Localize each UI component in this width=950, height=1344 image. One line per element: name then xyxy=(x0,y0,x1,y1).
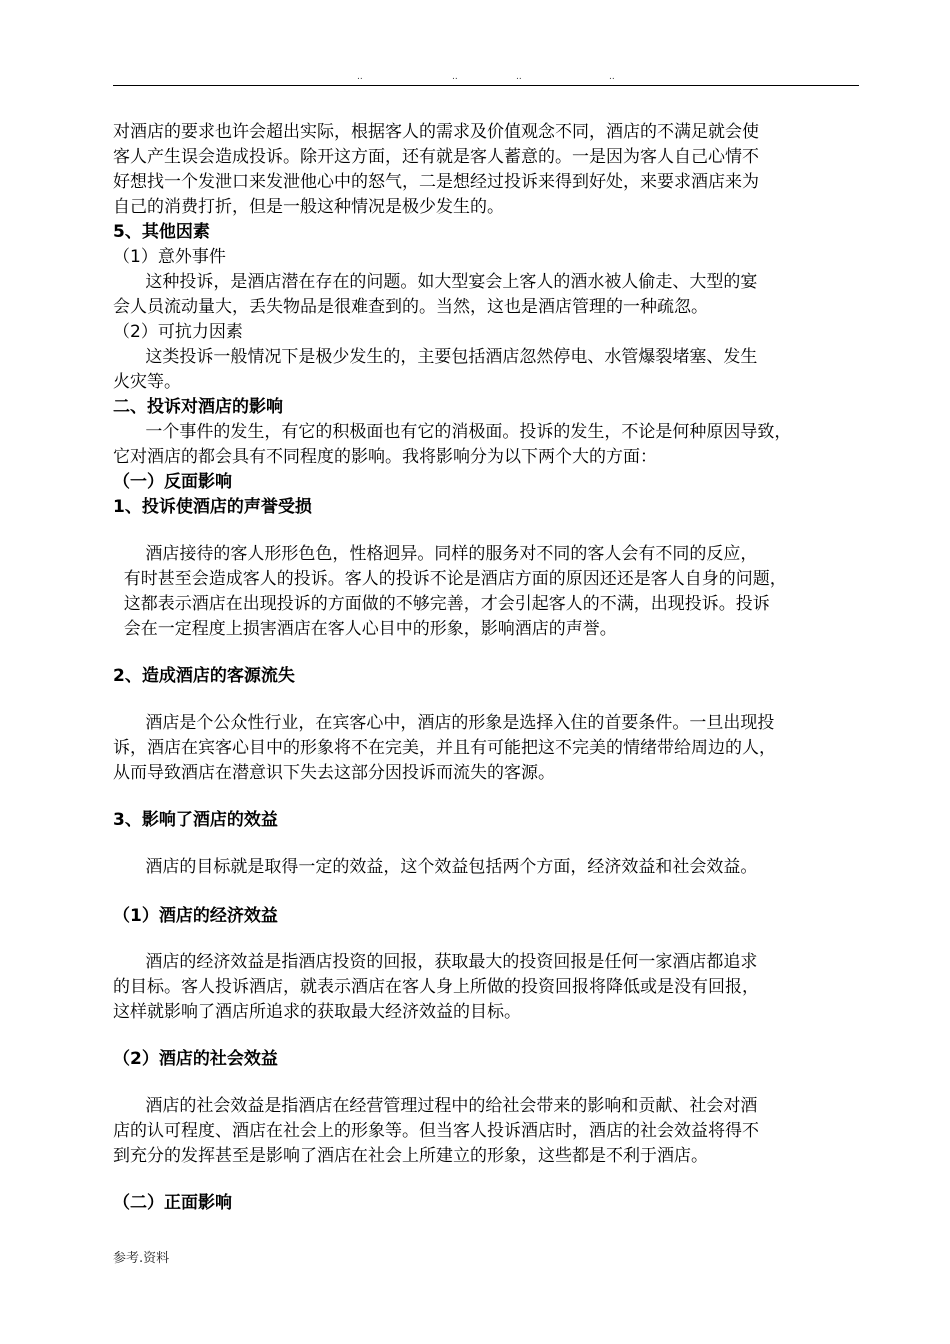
text-line: （1）酒店的经济效益 xyxy=(113,906,278,926)
text-line: 对酒店的要求也许会超出实际，根据客人的需求及价值观念不同，酒店的不满足就会使 xyxy=(113,122,759,142)
text-line: 店的认可程度、酒店在社会上的形象等。但当客人投诉酒店时，酒店的社会效益将得不 xyxy=(113,1121,759,1141)
text-line: 有时甚至会造成客人的投诉。客人的投诉不论是酒店方面的原因还还是客人自身的问题， xyxy=(113,569,787,589)
text-line: 诉，酒店在宾客心目中的形象将不在完美，并且有可能把这不完美的情绪带给周边的人， xyxy=(113,738,776,758)
heading-h-3-2 xyxy=(113,1047,883,1072)
text-line: 这类投诉一般情况下是极少发生的，主要包括酒店忽然停电、水管爆裂堵塞、发生 xyxy=(113,347,758,367)
heading-h2 xyxy=(113,395,883,420)
text-line: （二）正面影响 xyxy=(113,1193,232,1213)
text-line: 客人产生误会造成投诉。除开这方面，还有就是客人蓄意的。一是因为客人自己心情不 xyxy=(113,147,759,167)
header-dot: .. xyxy=(357,72,363,82)
text-line: 1、投诉使酒店的声誉受损 xyxy=(113,497,312,517)
text-line: 好想找一个发泄口来发泄他心中的怒气，二是想经过投诉来得到好处，来要求酒店来为 xyxy=(113,172,759,192)
paragraph-p-3-1 xyxy=(113,950,883,1025)
text-line: 这样就影响了酒店所追求的获取最大经济效益的目标。 xyxy=(113,1002,521,1022)
text-line: （一）反面影响 xyxy=(113,472,232,492)
paragraph-p-2 xyxy=(113,711,883,786)
text-line: 会在一定程度上损害酒店在客人心目中的形象，影响酒店的声誉。 xyxy=(113,619,617,639)
heading-h-1 xyxy=(113,495,883,520)
text-line: 5、其他因素 xyxy=(113,222,210,242)
text-line: 自己的消费打折，但是一般这种情况是极少发生的。 xyxy=(113,197,504,217)
paragraph-p-1 xyxy=(113,542,883,642)
heading-h-2 xyxy=(113,664,883,689)
paragraph-h5-1 xyxy=(113,245,883,270)
paragraph-p5-1 xyxy=(113,270,883,320)
text-line: （2）酒店的社会效益 xyxy=(113,1049,278,1069)
text-line: 这都表示酒店在出现投诉的方面做的不够完善，才会引起客人的不满，出现投诉。投诉 xyxy=(113,594,770,614)
text-line: 酒店接待的客人形形色色，性格迥异。同样的服务对不同的客人会有不同的反应， xyxy=(113,544,758,564)
text-line: 会人员流动量大，丢失物品是很难查到的。当然，这也是酒店管理的一种疏忽。 xyxy=(113,297,708,317)
header-dot: .. xyxy=(452,72,458,82)
heading-h5 xyxy=(113,220,883,245)
heading-h-pos xyxy=(113,1191,883,1216)
paragraph-p5-2 xyxy=(113,345,883,395)
paragraph-p2 xyxy=(113,420,883,470)
text-line: 酒店的社会效益是指酒店在经营管理过程中的给社会带来的影响和贡献、社会对酒 xyxy=(113,1096,758,1116)
header-dot: .. xyxy=(516,72,522,82)
text-line: 二、投诉对酒店的影响 xyxy=(113,397,283,417)
text-line: 火灾等。 xyxy=(113,372,181,392)
heading-h-3-1 xyxy=(113,904,883,929)
text-line: 到充分的发挥甚至是影响了酒店在社会上所建立的形象，这些都是不利于酒店。 xyxy=(113,1146,708,1166)
text-line: 它对酒店的都会具有不同程度的影响。我将影响分为以下两个大的方面： xyxy=(113,447,657,467)
text-line: 的目标。客人投诉酒店，就表示酒店在客人身上所做的投资回报将降低或是没有回报， xyxy=(113,977,759,997)
text-line: 酒店的目标就是取得一定的效益，这个效益包括两个方面，经济效益和社会效益。 xyxy=(113,857,758,877)
paragraph-intro xyxy=(113,120,883,220)
text-line: （2）可抗力因素 xyxy=(113,322,243,342)
text-line: 3、影响了酒店的效益 xyxy=(113,810,278,830)
paragraph-p-3 xyxy=(113,855,883,880)
header-rule xyxy=(113,85,859,86)
text-line: 这种投诉，是酒店潜在存在的问题。如大型宴会上客人的酒水被人偷走、大型的宴 xyxy=(113,272,758,292)
text-line: 一个事件的发生，有它的积极面也有它的消极面。投诉的发生，不论是何种原因导致， xyxy=(113,422,792,442)
header-dots xyxy=(0,72,950,84)
header-dot: .. xyxy=(609,72,615,82)
heading-h-neg xyxy=(113,470,883,495)
paragraph-p-3-2 xyxy=(113,1094,883,1169)
text-line: 从而导致酒店在潜意识下失去这部分因投诉而流失的客源。 xyxy=(113,763,555,783)
text-line: 酒店是个公众性行业，在宾客心中，酒店的形象是选择入住的首要条件。一旦出现投 xyxy=(113,713,775,733)
heading-h-3 xyxy=(113,808,883,833)
text-line: 酒店的经济效益是指酒店投资的回报，获取最大的投资回报是任何一家酒店都追求 xyxy=(113,952,758,972)
text-line: （1）意外事件 xyxy=(113,247,226,267)
paragraph-h5-2 xyxy=(113,320,883,345)
footer-text: 参考.资料 xyxy=(113,1251,170,1266)
text-line: 2、造成酒店的客源流失 xyxy=(113,666,295,686)
